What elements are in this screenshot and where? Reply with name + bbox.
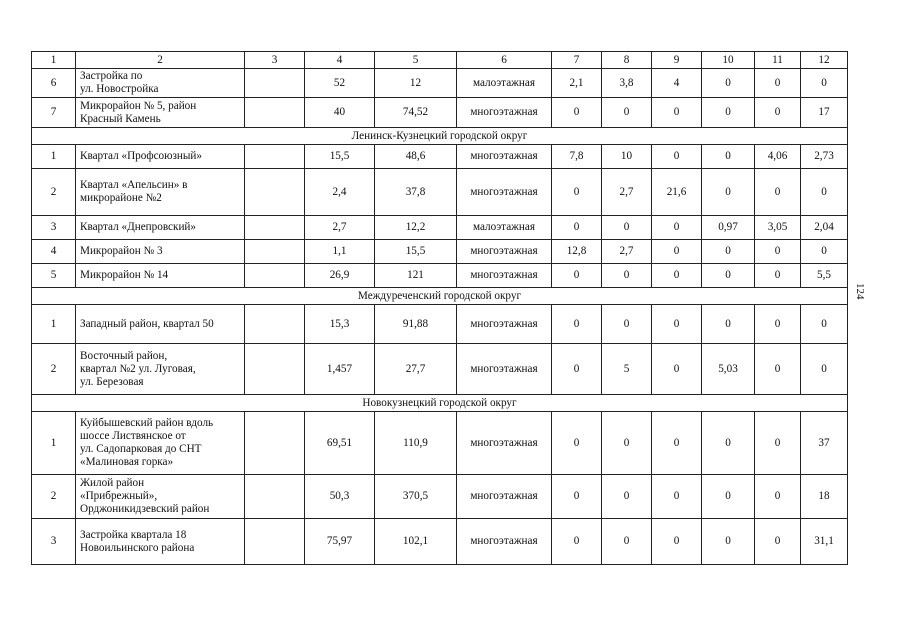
table-cell: 0 xyxy=(755,98,801,128)
table-row xyxy=(32,344,848,395)
column-header: 5 xyxy=(375,52,457,69)
column-header: 2 xyxy=(76,52,245,69)
table-cell: 0 xyxy=(702,475,755,519)
table-cell: 4,06 xyxy=(755,145,801,169)
table-cell: многоэтажная xyxy=(457,169,552,216)
table-cell: 0 xyxy=(602,305,652,344)
column-header: 8 xyxy=(602,52,652,69)
table-cell: 0 xyxy=(755,344,801,395)
page-number: 124 xyxy=(854,283,866,300)
table-cell: 2,7 xyxy=(602,240,652,264)
table-cell: 1,457 xyxy=(305,344,375,395)
table-cell: 0 xyxy=(755,475,801,519)
table-cell: многоэтажная xyxy=(457,412,552,475)
table-cell: многоэтажная xyxy=(457,344,552,395)
table-cell: 91,88 xyxy=(375,305,457,344)
table-row xyxy=(32,240,848,264)
table-cell: 52 xyxy=(305,69,375,98)
table-cell: 0 xyxy=(652,475,702,519)
table-cell: 0 xyxy=(755,169,801,216)
table-cell: многоэтажная xyxy=(457,240,552,264)
data-table xyxy=(31,51,848,565)
table-cell: 0 xyxy=(552,169,602,216)
table-row xyxy=(32,169,848,216)
table-cell: 121 xyxy=(375,264,457,288)
table-cell: многоэтажная xyxy=(457,264,552,288)
section-row xyxy=(32,395,848,412)
table-cell: 12,2 xyxy=(375,216,457,240)
table-cell: 37,8 xyxy=(375,169,457,216)
table-cell: 5,03 xyxy=(702,344,755,395)
table-cell: 1 xyxy=(32,412,76,475)
column-header: 6 xyxy=(457,52,552,69)
table-cell: 21,6 xyxy=(652,169,702,216)
table-cell: 0 xyxy=(755,412,801,475)
table-cell: 15,5 xyxy=(305,145,375,169)
table-cell: 1,1 xyxy=(305,240,375,264)
table-cell: 0 xyxy=(602,412,652,475)
table-cell: многоэтажная xyxy=(457,519,552,565)
table-cell: 0 xyxy=(652,519,702,565)
table-cell: 40 xyxy=(305,98,375,128)
table-cell: 2 xyxy=(32,475,76,519)
row-name-cell: Застройка квартала 18 Новоильинского района xyxy=(76,519,245,565)
table-cell: 50,3 xyxy=(305,475,375,519)
table-cell: 0 xyxy=(552,475,602,519)
table-cell: 7 xyxy=(32,98,76,128)
table-cell: 2 xyxy=(32,344,76,395)
table-cell: 3 xyxy=(32,519,76,565)
table-cell: 0 xyxy=(652,216,702,240)
table-cell: 0 xyxy=(801,69,848,98)
table-cell: 2,04 xyxy=(801,216,848,240)
table-cell: 3,8 xyxy=(602,69,652,98)
table-cell: 3 xyxy=(32,216,76,240)
table-cell: 2,1 xyxy=(552,69,602,98)
table-cell: 0 xyxy=(602,98,652,128)
table-cell: 0 xyxy=(702,145,755,169)
table-cell: 0 xyxy=(702,69,755,98)
table-cell: многоэтажная xyxy=(457,145,552,169)
table-cell xyxy=(245,475,305,519)
table-cell: 0 xyxy=(755,69,801,98)
table-row xyxy=(32,475,848,519)
table-cell: 0 xyxy=(702,98,755,128)
column-header: 3 xyxy=(245,52,305,69)
table-cell xyxy=(245,216,305,240)
header-row xyxy=(32,52,848,69)
table-cell xyxy=(245,169,305,216)
section-row xyxy=(32,128,848,145)
table-cell: 0 xyxy=(702,169,755,216)
table-cell: 0 xyxy=(552,519,602,565)
table-cell: 0,97 xyxy=(702,216,755,240)
table-cell: 74,52 xyxy=(375,98,457,128)
table-cell: 18 xyxy=(801,475,848,519)
table-row xyxy=(32,412,848,475)
table-cell: 0 xyxy=(652,344,702,395)
section-row xyxy=(32,288,848,305)
column-header: 10 xyxy=(702,52,755,69)
table-cell: 0 xyxy=(602,216,652,240)
table-cell: 7,8 xyxy=(552,145,602,169)
table-cell xyxy=(245,305,305,344)
table-cell: 17 xyxy=(801,98,848,128)
table-cell: 0 xyxy=(755,519,801,565)
table-cell: 2,7 xyxy=(602,169,652,216)
column-header: 11 xyxy=(755,52,801,69)
column-header: 4 xyxy=(305,52,375,69)
table-cell: 0 xyxy=(552,216,602,240)
row-name-cell: Квартал «Профсоюзный» xyxy=(76,145,245,169)
table-cell: 2,7 xyxy=(305,216,375,240)
table-cell: 15,5 xyxy=(375,240,457,264)
table-body xyxy=(32,52,848,565)
row-name-cell: Микрорайон № 3 xyxy=(76,240,245,264)
table-cell: 0 xyxy=(702,305,755,344)
column-header: 12 xyxy=(801,52,848,69)
table-cell: 37 xyxy=(801,412,848,475)
row-name-cell: Квартал «Апельсин» в микрорайоне №2 xyxy=(76,169,245,216)
table-cell xyxy=(245,240,305,264)
table-cell: 5 xyxy=(602,344,652,395)
table-cell: 0 xyxy=(755,264,801,288)
table-cell: 0 xyxy=(801,169,848,216)
table-cell: 5 xyxy=(32,264,76,288)
row-name-cell: Восточный район, квартал №2 ул. Луговая, ул. Березовая xyxy=(76,344,245,395)
table-cell: 0 xyxy=(552,305,602,344)
table-cell: 26,9 xyxy=(305,264,375,288)
table-cell: 0 xyxy=(602,264,652,288)
table-cell: 4 xyxy=(32,240,76,264)
table-cell xyxy=(245,98,305,128)
table-cell: 0 xyxy=(801,305,848,344)
table-cell: 1 xyxy=(32,305,76,344)
table-cell: 0 xyxy=(801,344,848,395)
table-cell: 0 xyxy=(602,475,652,519)
table-cell: малоэтажная xyxy=(457,216,552,240)
table-row xyxy=(32,519,848,565)
table-cell: 0 xyxy=(755,305,801,344)
table-cell: 0 xyxy=(552,264,602,288)
row-name-cell: Микрорайон № 5, район Красный Камень xyxy=(76,98,245,128)
table-cell: 2,4 xyxy=(305,169,375,216)
table-cell: 0 xyxy=(652,240,702,264)
table-cell: 0 xyxy=(702,264,755,288)
table-cell: 12 xyxy=(375,69,457,98)
section-title: Междуреченский городской округ xyxy=(32,288,848,305)
table-cell xyxy=(245,69,305,98)
table-row xyxy=(32,305,848,344)
section-title: Ленинск-Кузнецкий городской округ xyxy=(32,128,848,145)
table-cell: 0 xyxy=(652,264,702,288)
table-cell: 0 xyxy=(755,240,801,264)
table-cell: 3,05 xyxy=(755,216,801,240)
table-cell: 0 xyxy=(552,344,602,395)
table-cell: многоэтажная xyxy=(457,98,552,128)
table-row xyxy=(32,98,848,128)
table-row xyxy=(32,216,848,240)
table-cell: 2 xyxy=(32,169,76,216)
row-name-cell: Застройка по ул. Новостройка xyxy=(76,69,245,98)
table-cell: малоэтажная xyxy=(457,69,552,98)
column-header: 9 xyxy=(652,52,702,69)
row-name-cell: Жилой район «Прибрежный», Орджоникидзевский район xyxy=(76,475,245,519)
table-cell: 5,5 xyxy=(801,264,848,288)
table-cell: 110,9 xyxy=(375,412,457,475)
table-row xyxy=(32,69,848,98)
table-cell: многоэтажная xyxy=(457,305,552,344)
table-cell: 0 xyxy=(702,240,755,264)
table-cell: 27,7 xyxy=(375,344,457,395)
table-cell: 370,5 xyxy=(375,475,457,519)
row-name-cell: Западный район, квартал 50 xyxy=(76,305,245,344)
table-cell: 75,97 xyxy=(305,519,375,565)
column-header: 7 xyxy=(552,52,602,69)
table-cell: 6 xyxy=(32,69,76,98)
row-name-cell: Квартал «Днепровский» xyxy=(76,216,245,240)
table-cell: 31,1 xyxy=(801,519,848,565)
table-row xyxy=(32,264,848,288)
section-title: Новокузнецкий городской округ xyxy=(32,395,848,412)
row-name-cell: Микрорайон № 14 xyxy=(76,264,245,288)
table-cell xyxy=(245,412,305,475)
table-cell: 12,8 xyxy=(552,240,602,264)
column-header: 1 xyxy=(32,52,76,69)
table-cell: 0 xyxy=(602,519,652,565)
table-row xyxy=(32,145,848,169)
table-cell: 4 xyxy=(652,69,702,98)
table-cell: 10 xyxy=(602,145,652,169)
table-cell: 15,3 xyxy=(305,305,375,344)
table-cell xyxy=(245,344,305,395)
table-cell: 0 xyxy=(702,412,755,475)
row-name-cell: Куйбышевский район вдоль шоссе Листвянское от ул. Садопарковая до СНТ «Малиновая горка» xyxy=(76,412,245,475)
table-cell xyxy=(245,519,305,565)
table-cell: 48,6 xyxy=(375,145,457,169)
table-cell: 102,1 xyxy=(375,519,457,565)
table-cell: 0 xyxy=(652,412,702,475)
table-cell: 0 xyxy=(652,98,702,128)
table-cell: многоэтажная xyxy=(457,475,552,519)
table-cell xyxy=(245,145,305,169)
table-cell xyxy=(245,264,305,288)
table-cell: 0 xyxy=(652,305,702,344)
table-cell: 0 xyxy=(801,240,848,264)
table-cell: 0 xyxy=(702,519,755,565)
table-cell: 0 xyxy=(552,412,602,475)
table-cell: 0 xyxy=(652,145,702,169)
table-cell: 2,73 xyxy=(801,145,848,169)
table-cell: 1 xyxy=(32,145,76,169)
table-cell: 0 xyxy=(552,98,602,128)
table-cell: 69,51 xyxy=(305,412,375,475)
